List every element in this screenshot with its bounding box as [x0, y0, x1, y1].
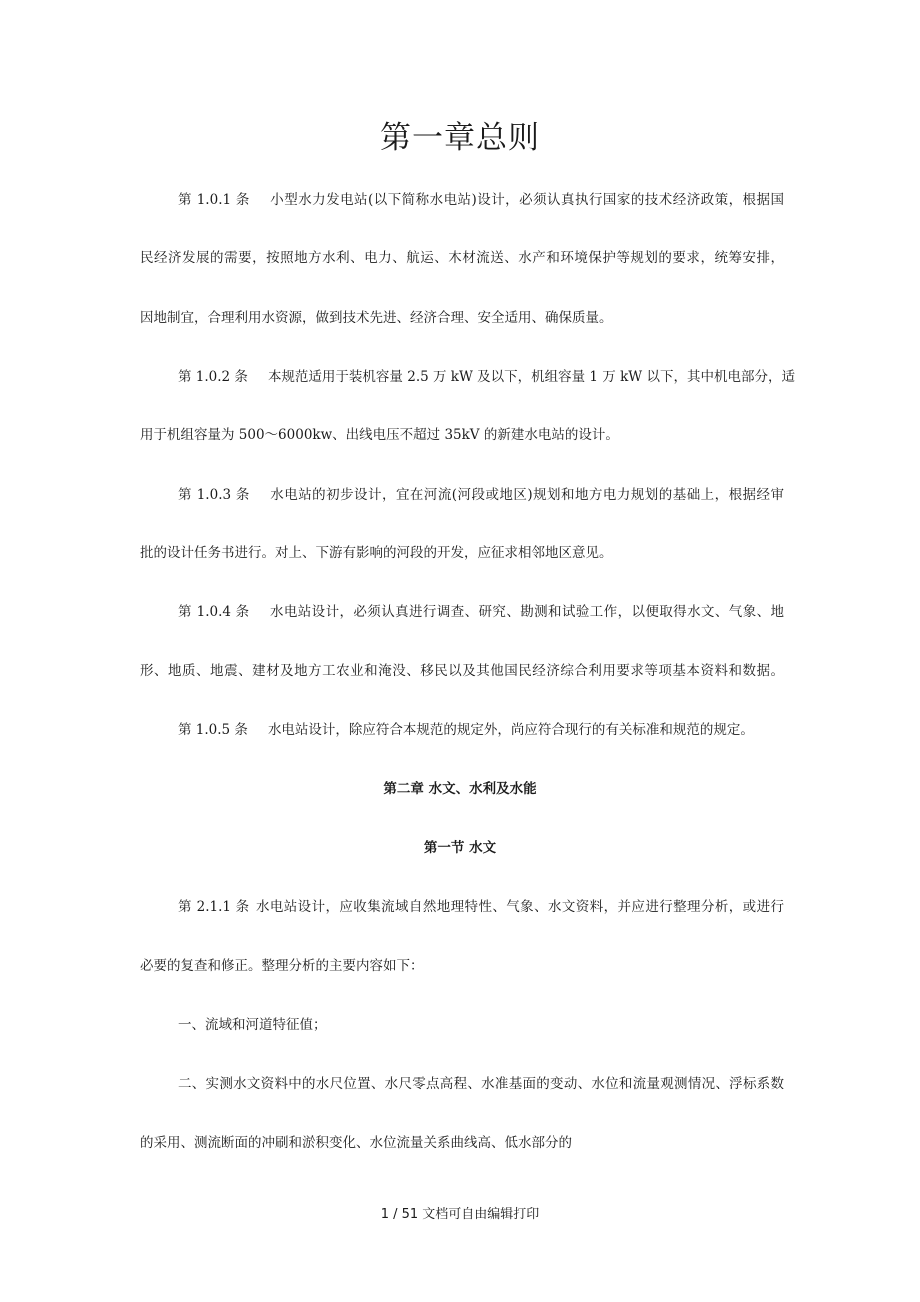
- article-text: 水电站的初步设计，宜在河流(河段或地区)规划和地方电力规划的基础上，根据经审: [269, 487, 784, 503]
- article-text: 水电站设计，应收集流域自然地理特性、气象、水文资料，并应进行整理分析，或进行: [255, 899, 784, 915]
- article-1-0-4-line-1: [178, 602, 784, 622]
- chapter-2-title: 第二章 水文、水利及水能: [383, 781, 537, 797]
- list-item-2-line-1: 二、实测水文资料中的水尺位置、水尺零点高程、水准基面的变动、水位和流量观测情况、浮标系数: [178, 1076, 784, 1092]
- article-number: 第 1.0.1 条: [178, 192, 250, 208]
- section-1-title: 第一节 水文: [423, 840, 497, 856]
- article-1-0-3-line-2: 批的设计任务书进行。对上、下游有影响的河段的开发，应征求相邻地区意见。: [140, 545, 613, 561]
- article-text: 水电站设计，必须认真进行调查、研究、勘测和试验工作，以便取得水文、气象、地: [269, 604, 785, 620]
- article-2-1-1-line-1: [178, 897, 784, 917]
- article-text: 本规范适用于装机容量 2.5 万 kW 及以下，机组容量 1 万 kW 以下，其中机电部分，适: [267, 369, 795, 385]
- article-1-0-3-line-1: [178, 485, 784, 505]
- chapter-1-title: 第一章总则: [380, 120, 540, 156]
- article-text: 小型水力发电站(以下简称水电站)设计，必须认真执行国家的技术经济政策，根据国: [269, 192, 784, 208]
- article-1-0-1-line-1: [178, 190, 784, 210]
- list-item-1: 一、流域和河道特征值；: [178, 1017, 327, 1033]
- article-1-0-1-line-3: 因地制宜，合理利用水资源，做到技术先进、经济合理、安全适用、确保质量。: [140, 310, 613, 326]
- article-1-0-2-line-1: [178, 367, 795, 387]
- article-1-0-1-line-2: 民经济发展的需要，按照地方水利、电力、航运、木材流送、水产和环境保护等规划的要求，统筹安排，: [140, 250, 784, 266]
- list-item-2-line-2: 的采用、测流断面的冲刷和淤积变化、水位流量关系曲线高、低水部分的: [140, 1135, 572, 1151]
- article-number: 第 2.1.1 条: [178, 899, 250, 915]
- article-number: 第 1.0.3 条: [178, 487, 250, 503]
- article-2-1-1-line-2: 必要的复查和修正。整理分析的主要内容如下：: [140, 958, 424, 974]
- article-number: 第 1.0.4 条: [178, 604, 250, 620]
- article-number: 第 1.0.5 条: [178, 722, 248, 738]
- article-number: 第 1.0.2 条: [178, 369, 248, 385]
- article-text: 水电站设计，除应符合本规范的规定外，尚应符合现行的有关标准和规范的规定。: [267, 722, 754, 738]
- article-1-0-5-line-1: [178, 720, 784, 740]
- article-1-0-2-line-2: 用于机组容量为 500～6000kw、出线电压不超过 35kV 的新建水电站的设计。: [140, 427, 619, 443]
- page-footer: 1 / 51 文档可自由编辑打印: [380, 1207, 540, 1222]
- article-1-0-4-line-2: 形、地质、地震、建材及地方工农业和淹没、移民以及其他国民经济综合利用要求等项基本资料和数据。: [140, 663, 784, 679]
